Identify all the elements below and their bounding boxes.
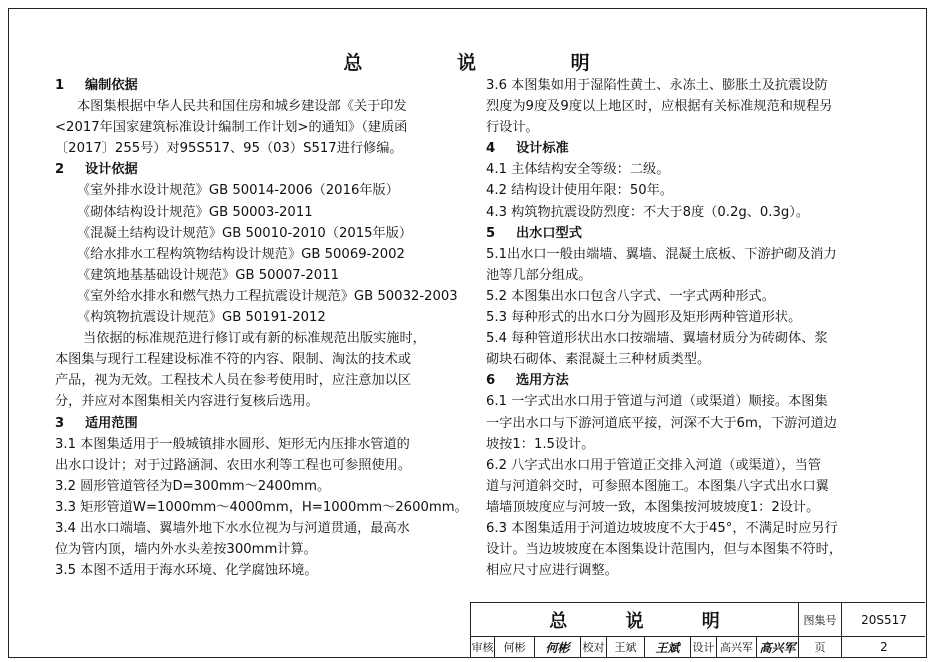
paragraph-line: 产品，视为无效。工程技术人员在参考使用时，应注意加以区 (55, 373, 412, 389)
section-heading-2: 2 设计依据 (55, 162, 138, 178)
left-column (55, 75, 475, 581)
titleblock-title: 总 说 明 (471, 603, 799, 636)
clause-line: 坡按1：1.5设计。 (486, 436, 595, 452)
paragraph-line: <2017年国家建筑标准设计编制工作计划>的通知》（建质函 (55, 120, 408, 136)
paragraph-line: 〔2017〕255号）对95S517、95（03）S517进行修编。 (55, 141, 403, 157)
paragraph-line: 当依据的标准规范进行修订或有新的标准规范出版实施时， (83, 331, 426, 347)
clause-line: 4.3 构筑物抗震设防烈度：不大于8度（0.2g、0.3g）。 (486, 204, 810, 220)
clause-line: 6.2 八字式出水口用于管道正交排入河道（或渠道），当管 (486, 457, 822, 473)
reviewer-signature: 何彬 (535, 637, 581, 657)
check-label: 校对 (581, 637, 607, 657)
reference-item: 《混凝土结构设计规范》GB 50010-2010（2015年版） (77, 225, 413, 241)
clause-line: 砌块石砌体、素混凝土三种材质类型。 (486, 352, 711, 368)
clause-line: 3.5 本图不适用于海水环境、化学腐蚀环境。 (55, 563, 318, 579)
reference-item: 《建筑地基基础设计规范》GB 50007-2011 (77, 267, 339, 283)
section-heading-6: 6 选用方法 (486, 373, 569, 389)
clause-line: 5.2 本图集出水口包含八字式、一字式两种形式。 (486, 288, 775, 304)
checker-name: 王斌 (607, 637, 645, 657)
clause-line: 6.1 一字式出水口用于管道与河道（或渠道）顺接。本图集 (486, 394, 828, 410)
checker-signature: 王斌 (645, 637, 691, 657)
section-heading-4: 4 设计标准 (486, 141, 569, 157)
clause-line: 出水口设计；对于过路涵洞、农田水利等工程也可参照使用。 (55, 457, 412, 473)
clause-line: 池等几部分组成。 (486, 267, 592, 283)
clause-line: 烈度为9度及9度以上地区时，应根据有关标准规范和规程另 (486, 99, 833, 115)
clause-line: 3.2 圆形管道管径为D=300mm～2400mm。 (55, 478, 331, 494)
clause-line: 4.2 结构设计使用年限：50年。 (486, 183, 674, 199)
clause-line: 3.6 本图集如用于湿陷性黄土、永冻土、膨胀土及抗震设防 (486, 78, 828, 93)
clause-line: 4.1 主体结构安全等级：二级。 (486, 162, 670, 178)
title-block (470, 602, 925, 658)
paragraph-line: 本图集根据中华人民共和国住房和城乡建设部《关于印发 (77, 99, 407, 115)
atlas-number: 20S517 (861, 612, 907, 627)
review-label: 审核 (471, 637, 495, 657)
clause-line: 5.3 每种形式的出水口分为圆形及矩形两种管道形状。 (486, 310, 802, 326)
atlas-label: 图集号 (799, 603, 842, 636)
section-heading-3: 3 适用范围 (55, 415, 138, 431)
right-column (486, 75, 906, 581)
clause-line: 设计。当边坡坡度在本图集设计范围内，但与本图集不符时， (486, 542, 843, 558)
section-heading-5: 5 出水口型式 (486, 225, 582, 241)
page-number: 2 (880, 640, 888, 654)
designer-name: 高兴军 (717, 637, 757, 657)
clause-line: 3.1 本图集适用于一般城镇排水圆形、矩形无内压排水管道的 (55, 436, 410, 452)
designer-signature: 高兴军 (757, 637, 799, 657)
design-label: 设计 (691, 637, 717, 657)
clause-line: 5.4 每种管道形状出水口按端墙、翼墙材质分为砖砌体、浆 (486, 331, 828, 347)
reference-item: 《构筑物抗震设计规范》GB 50191-2012 (77, 310, 326, 326)
reference-item: 《室外给水排水和燃气热力工程抗震设计规范》GB 50032-2003 (77, 288, 458, 304)
reference-item: 《给水排水工程构筑物结构设计规范》GB 50069-2002 (77, 246, 405, 262)
clause-line: 道与河道斜交时，可参照本图施工。本图集八字式出水口翼 (486, 478, 829, 494)
clause-line: 3.3 矩形管道W=1000mm～4000mm，H=1000mm～2600mm。 (55, 499, 468, 515)
clause-line: 一字出水口与下游河道底平接，河深不大于6m，下游河道边 (486, 415, 837, 431)
page-label: 页 (799, 637, 842, 657)
clause-line: 6.3 本图集适用于河道边坡坡度不大于45°，不满足时应另行 (486, 520, 838, 536)
paragraph-line: 本图集与现行工程建设标准不符的内容、限制、淘汰的技术或 (55, 352, 412, 368)
page-title: 总 说 明 (343, 52, 634, 74)
clause-line: 行设计。 (486, 120, 539, 136)
reviewer-name: 何彬 (495, 637, 535, 657)
section-heading-1: 1 编制依据 (55, 78, 138, 93)
clause-line: 3.4 出水口端墙、翼墙外地下水水位视为与河道贯通，最高水 (55, 520, 410, 536)
paragraph-line: 分，并应对本图集相关内容进行复核后选用。 (55, 394, 319, 410)
clause-line: 墙墙顶坡度应与河坡一致，本图集按河坡坡度1：2设计。 (486, 499, 820, 515)
reference-item: 《室外排水设计规范》GB 50014-2006（2016年版） (77, 183, 399, 199)
clause-line: 相应尺寸应进行调整。 (486, 563, 618, 579)
clause-line: 5.1出水口一般由端墙、翼墙、混凝土底板、下游护砌及消力 (486, 246, 837, 262)
reference-item: 《砌体结构设计规范》GB 50003-2011 (77, 204, 313, 220)
clause-line: 位为管内顶，墙内外水头差按300mm计算。 (55, 542, 317, 558)
